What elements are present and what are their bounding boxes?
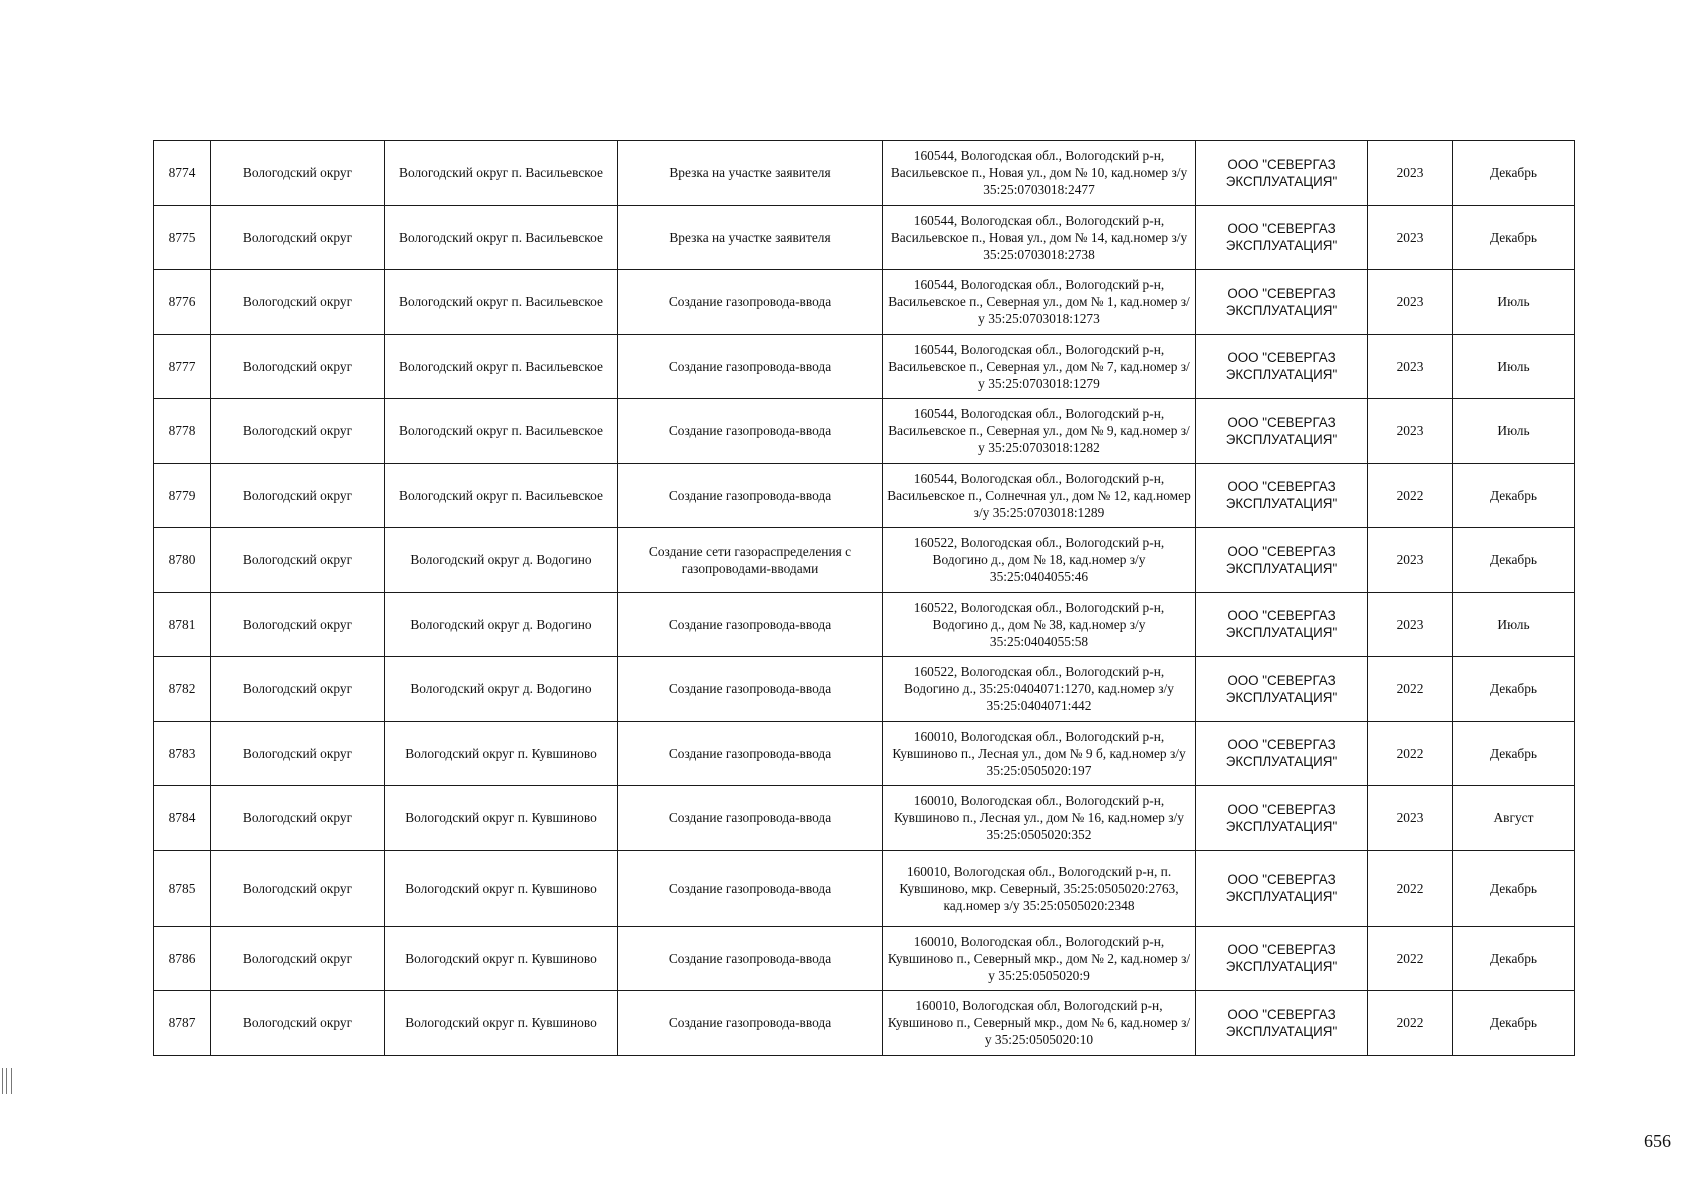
cell-work-type: Создание газопровода-ввода bbox=[618, 850, 883, 926]
cell-work-type: Создание газопровода-ввода bbox=[618, 463, 883, 528]
cell-month: Декабрь bbox=[1453, 528, 1575, 593]
cell-number: 8774 bbox=[154, 141, 211, 206]
cell-locality: Вологодский округ п. Кувшиново bbox=[385, 721, 618, 786]
table-row bbox=[154, 786, 1575, 851]
cell-year: 2022 bbox=[1368, 721, 1453, 786]
table-row bbox=[154, 991, 1575, 1056]
cell-year: 2022 bbox=[1368, 850, 1453, 926]
cell-district: Вологодский округ bbox=[211, 926, 385, 991]
cell-organization: ООО "СЕВЕРГАЗ ЭКСПЛУАТАЦИЯ" bbox=[1196, 850, 1368, 926]
cell-locality: Вологодский округ п. Васильевское bbox=[385, 399, 618, 464]
table-row bbox=[154, 721, 1575, 786]
table-row bbox=[154, 334, 1575, 399]
cell-month: Июль bbox=[1453, 270, 1575, 335]
cell-district: Вологодский округ bbox=[211, 463, 385, 528]
cell-locality: Вологодский округ д. Водогино bbox=[385, 592, 618, 657]
cell-address: 160544, Вологодская обл., Вологодский р-н, Васильевское п., Солнечная ул., дом № 12, кад.номер з/у 35:25:0703018:1289 bbox=[883, 463, 1196, 528]
cell-number: 8783 bbox=[154, 721, 211, 786]
cell-locality: Вологодский округ п. Васильевское bbox=[385, 270, 618, 335]
cell-work-type: Врезка на участке заявителя bbox=[618, 141, 883, 206]
cell-work-type: Создание газопровода-ввода bbox=[618, 270, 883, 335]
cell-locality: Вологодский округ п. Васильевское bbox=[385, 334, 618, 399]
cell-district: Вологодский округ bbox=[211, 850, 385, 926]
table-row bbox=[154, 850, 1575, 926]
cell-month: Июль bbox=[1453, 592, 1575, 657]
cell-month: Декабрь bbox=[1453, 205, 1575, 270]
cell-year: 2023 bbox=[1368, 141, 1453, 206]
cell-number: 8784 bbox=[154, 786, 211, 851]
table-row bbox=[154, 141, 1575, 206]
cell-work-type: Создание газопровода-ввода bbox=[618, 334, 883, 399]
cell-month: Декабрь bbox=[1453, 721, 1575, 786]
cell-year: 2023 bbox=[1368, 528, 1453, 593]
cell-number: 8782 bbox=[154, 657, 211, 722]
cell-year: 2022 bbox=[1368, 991, 1453, 1056]
cell-month: Декабрь bbox=[1453, 926, 1575, 991]
cell-organization: ООО "СЕВЕРГАЗ ЭКСПЛУАТАЦИЯ" bbox=[1196, 205, 1368, 270]
cell-address: 160522, Вологодская обл., Вологодский р-н, Водогино д., дом № 18, кад.номер з/у 35:25:0404055:46 bbox=[883, 528, 1196, 593]
cell-district: Вологодский округ bbox=[211, 270, 385, 335]
cell-number: 8777 bbox=[154, 334, 211, 399]
cell-address: 160010, Вологодская обл., Вологодский р-н, п. Кувшиново, мкр. Северный, 35:25:0505020:2763, кад.номер з/у 35:25:0505020:2348 bbox=[883, 850, 1196, 926]
cell-month: Декабрь bbox=[1453, 463, 1575, 528]
cell-district: Вологодский округ bbox=[211, 205, 385, 270]
table-row bbox=[154, 463, 1575, 528]
table-row bbox=[154, 205, 1575, 270]
cell-address: 160010, Вологодская обл., Вологодский р-н, Кувшиново п., Северный мкр., дом № 2, кад.номер з/у 35:25:0505020:9 bbox=[883, 926, 1196, 991]
cell-address: 160522, Вологодская обл., Вологодский р-н, Водогино д., дом № 38, кад.номер з/у 35:25:0404055:58 bbox=[883, 592, 1196, 657]
table-row bbox=[154, 399, 1575, 464]
table-row bbox=[154, 926, 1575, 991]
cell-year: 2023 bbox=[1368, 205, 1453, 270]
cell-year: 2023 bbox=[1368, 334, 1453, 399]
cell-year: 2022 bbox=[1368, 926, 1453, 991]
cell-year: 2023 bbox=[1368, 399, 1453, 464]
cell-district: Вологодский округ bbox=[211, 657, 385, 722]
table-row bbox=[154, 528, 1575, 593]
cell-organization: ООО "СЕВЕРГАЗ ЭКСПЛУАТАЦИЯ" bbox=[1196, 592, 1368, 657]
cell-number: 8787 bbox=[154, 991, 211, 1056]
cell-locality: Вологодский округ п. Кувшиново bbox=[385, 926, 618, 991]
binding-mark bbox=[2, 1068, 12, 1094]
cell-district: Вологодский округ bbox=[211, 334, 385, 399]
table-row bbox=[154, 657, 1575, 722]
cell-locality: Вологодский округ д. Водогино bbox=[385, 657, 618, 722]
cell-district: Вологодский округ bbox=[211, 786, 385, 851]
cell-work-type: Создание газопровода-ввода bbox=[618, 657, 883, 722]
cell-district: Вологодский округ bbox=[211, 592, 385, 657]
cell-month: Декабрь bbox=[1453, 657, 1575, 722]
cell-month: Декабрь bbox=[1453, 141, 1575, 206]
cell-number: 8779 bbox=[154, 463, 211, 528]
cell-number: 8780 bbox=[154, 528, 211, 593]
cell-organization: ООО "СЕВЕРГАЗ ЭКСПЛУАТАЦИЯ" bbox=[1196, 399, 1368, 464]
cell-district: Вологодский округ bbox=[211, 399, 385, 464]
cell-month: Декабрь bbox=[1453, 850, 1575, 926]
cell-address: 160544, Вологодская обл., Вологодский р-н, Васильевское п., Северная ул., дом № 1, кад.номер з/у 35:25:0703018:1273 bbox=[883, 270, 1196, 335]
registry-table bbox=[153, 140, 1575, 1056]
cell-locality: Вологодский округ д. Водогино bbox=[385, 528, 618, 593]
cell-year: 2022 bbox=[1368, 463, 1453, 528]
cell-address: 160544, Вологодская обл., Вологодский р-н, Васильевское п., Новая ул., дом № 10, кад.номер з/у 35:25:0703018:2477 bbox=[883, 141, 1196, 206]
cell-district: Вологодский округ bbox=[211, 721, 385, 786]
cell-locality: Вологодский округ п. Васильевское bbox=[385, 205, 618, 270]
cell-address: 160010, Вологодская обл., Вологодский р-н, Кувшиново п., Лесная ул., дом № 16, кад.номер з/у 35:25:0505020:352 bbox=[883, 786, 1196, 851]
cell-organization: ООО "СЕВЕРГАЗ ЭКСПЛУАТАЦИЯ" bbox=[1196, 270, 1368, 335]
cell-number: 8778 bbox=[154, 399, 211, 464]
cell-number: 8785 bbox=[154, 850, 211, 926]
cell-district: Вологодский округ bbox=[211, 991, 385, 1056]
cell-locality: Вологодский округ п. Кувшиново bbox=[385, 991, 618, 1056]
cell-work-type: Создание газопровода-ввода bbox=[618, 926, 883, 991]
cell-number: 8786 bbox=[154, 926, 211, 991]
cell-year: 2023 bbox=[1368, 270, 1453, 335]
cell-organization: ООО "СЕВЕРГАЗ ЭКСПЛУАТАЦИЯ" bbox=[1196, 991, 1368, 1056]
cell-year: 2022 bbox=[1368, 657, 1453, 722]
table-row bbox=[154, 592, 1575, 657]
cell-year: 2023 bbox=[1368, 786, 1453, 851]
cell-number: 8776 bbox=[154, 270, 211, 335]
cell-month: Август bbox=[1453, 786, 1575, 851]
cell-organization: ООО "СЕВЕРГАЗ ЭКСПЛУАТАЦИЯ" bbox=[1196, 786, 1368, 851]
cell-address: 160544, Вологодская обл., Вологодский р-н, Васильевское п., Северная ул., дом № 7, кад.номер з/у 35:25:0703018:1279 bbox=[883, 334, 1196, 399]
cell-number: 8775 bbox=[154, 205, 211, 270]
cell-address: 160010, Вологодская обл., Вологодский р-н, Кувшиново п., Лесная ул., дом № 9 б, кад.номер з/у 35:25:0505020:197 bbox=[883, 721, 1196, 786]
cell-locality: Вологодский округ п. Васильевское bbox=[385, 141, 618, 206]
cell-address: 160010, Вологодская обл, Вологодский р-н, Кувшиново п., Северный мкр., дом № 6, кад.номер з/у 35:25:0505020:10 bbox=[883, 991, 1196, 1056]
cell-number: 8781 bbox=[154, 592, 211, 657]
cell-organization: ООО "СЕВЕРГАЗ ЭКСПЛУАТАЦИЯ" bbox=[1196, 528, 1368, 593]
cell-address: 160544, Вологодская обл., Вологодский р-н, Васильевское п., Новая ул., дом № 14, кад.номер з/у 35:25:0703018:2738 bbox=[883, 205, 1196, 270]
cell-work-type: Врезка на участке заявителя bbox=[618, 205, 883, 270]
cell-work-type: Создание газопровода-ввода bbox=[618, 786, 883, 851]
cell-organization: ООО "СЕВЕРГАЗ ЭКСПЛУАТАЦИЯ" bbox=[1196, 463, 1368, 528]
page-number: 656 bbox=[1644, 1131, 1671, 1151]
cell-year: 2023 bbox=[1368, 592, 1453, 657]
cell-district: Вологодский округ bbox=[211, 528, 385, 593]
cell-work-type: Создание сети газораспределения с газопроводами-вводами bbox=[618, 528, 883, 593]
cell-month: Июль bbox=[1453, 399, 1575, 464]
registry-table-body bbox=[154, 141, 1575, 1056]
cell-locality: Вологодский округ п. Кувшиново bbox=[385, 850, 618, 926]
cell-address: 160522, Вологодская обл., Вологодский р-н, Водогино д., 35:25:0404071:1270, кад.номер з/у 35:25:0404071:442 bbox=[883, 657, 1196, 722]
cell-organization: ООО "СЕВЕРГАЗ ЭКСПЛУАТАЦИЯ" bbox=[1196, 721, 1368, 786]
cell-work-type: Создание газопровода-ввода bbox=[618, 399, 883, 464]
cell-district: Вологодский округ bbox=[211, 141, 385, 206]
cell-work-type: Создание газопровода-ввода bbox=[618, 592, 883, 657]
cell-month: Июль bbox=[1453, 334, 1575, 399]
cell-organization: ООО "СЕВЕРГАЗ ЭКСПЛУАТАЦИЯ" bbox=[1196, 141, 1368, 206]
cell-locality: Вологодский округ п. Васильевское bbox=[385, 463, 618, 528]
table-row bbox=[154, 270, 1575, 335]
cell-month: Декабрь bbox=[1453, 991, 1575, 1056]
cell-organization: ООО "СЕВЕРГАЗ ЭКСПЛУАТАЦИЯ" bbox=[1196, 334, 1368, 399]
cell-organization: ООО "СЕВЕРГАЗ ЭКСПЛУАТАЦИЯ" bbox=[1196, 926, 1368, 991]
cell-locality: Вологодский округ п. Кувшиново bbox=[385, 786, 618, 851]
cell-address: 160544, Вологодская обл., Вологодский р-н, Васильевское п., Северная ул., дом № 9, кад.номер з/у 35:25:0703018:1282 bbox=[883, 399, 1196, 464]
cell-work-type: Создание газопровода-ввода bbox=[618, 991, 883, 1056]
cell-organization: ООО "СЕВЕРГАЗ ЭКСПЛУАТАЦИЯ" bbox=[1196, 657, 1368, 722]
cell-work-type: Создание газопровода-ввода bbox=[618, 721, 883, 786]
